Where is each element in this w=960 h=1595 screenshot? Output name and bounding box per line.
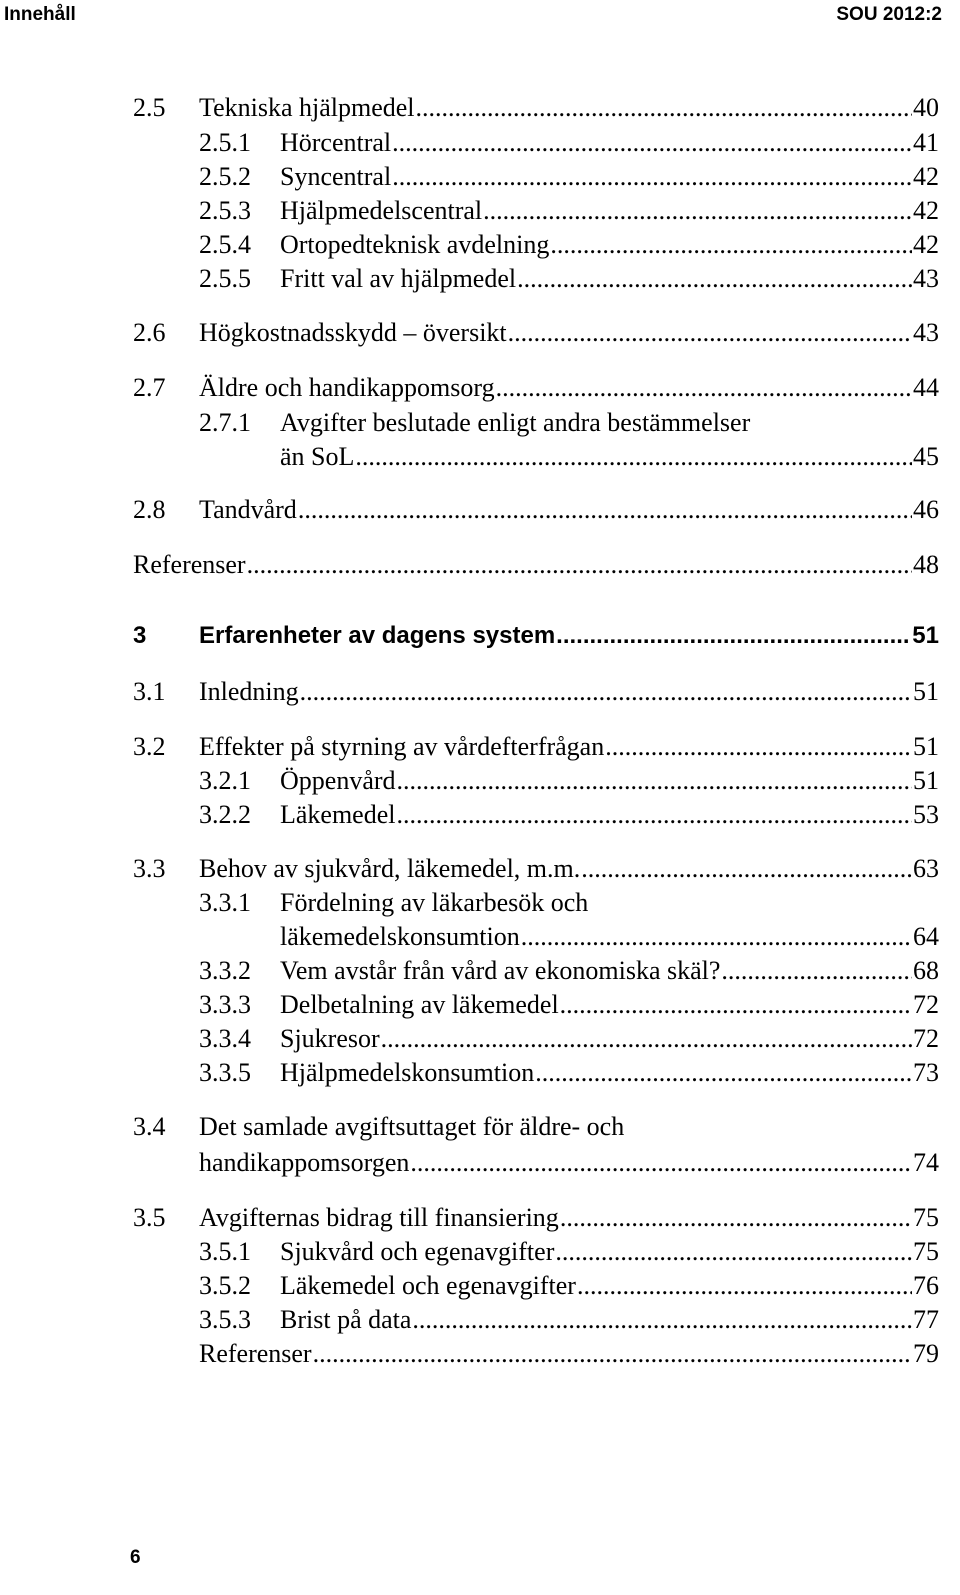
toc-leader [605, 730, 912, 764]
toc-number: 3.2.1 [199, 766, 251, 795]
toc-entry[interactable] [133, 1235, 939, 1269]
toc-number: 3.1 [133, 677, 166, 706]
toc-leader [392, 126, 912, 160]
toc-title: Läkemedel och egenavgifter [280, 1271, 576, 1300]
toc-leader [355, 440, 912, 474]
toc-title: Avgifternas bidrag till finansiering [199, 1203, 559, 1232]
toc-title: Fördelning av läkarbesök och [280, 888, 589, 917]
toc-entry[interactable] [133, 954, 939, 988]
toc-title: Vem avstår från vård av ekonomiska skäl? [280, 956, 721, 985]
toc-leader [247, 548, 912, 582]
toc-entry[interactable] [133, 1303, 939, 1337]
toc-number: 3.3.3 [199, 990, 251, 1019]
toc-number: 3.5 [133, 1203, 166, 1232]
toc-number: 2.5.3 [199, 196, 251, 225]
toc-number: 2.5.1 [199, 128, 251, 157]
toc-title: Äldre och handikappomsorg [199, 373, 495, 402]
toc-entry[interactable] [133, 548, 939, 582]
toc-entry[interactable] [133, 262, 939, 296]
toc-page: 73 [913, 1058, 939, 1087]
toc-title: Högkostnadsskydd – översikt [199, 318, 507, 347]
toc-page: 53 [913, 800, 939, 829]
toc-leader [300, 675, 912, 709]
toc-entry[interactable] [133, 91, 939, 125]
toc-entry[interactable] [133, 798, 939, 832]
toc-title: Syncentral [280, 162, 392, 191]
toc-number: 2.5.4 [199, 230, 251, 259]
toc-entry[interactable] [133, 886, 939, 920]
toc-leader [298, 493, 912, 527]
toc-number: 2.8 [133, 495, 166, 524]
toc-entry[interactable] [133, 126, 939, 160]
toc-page: 77 [913, 1305, 939, 1334]
toc-leader [555, 1235, 912, 1269]
toc-page: 63 [913, 854, 939, 883]
toc-leader [577, 1269, 912, 1303]
toc-entry-continuation[interactable] [133, 1146, 939, 1180]
toc-title: Sjukvård och egenavgifter [280, 1237, 555, 1266]
toc-entry-continuation[interactable] [133, 920, 939, 954]
toc-number: 3.3 [133, 854, 166, 883]
toc-title: Hjälpmedelskonsumtion [280, 1058, 535, 1087]
toc-entry[interactable] [133, 1022, 939, 1056]
toc-number: 3.5.3 [199, 1305, 251, 1334]
toc-entry[interactable] [133, 852, 939, 886]
toc-leader [392, 160, 912, 194]
toc-leader [517, 262, 912, 296]
running-header-report-id: SOU 2012:2 [836, 4, 942, 25]
toc-page: 48 [913, 550, 939, 579]
toc-leader [496, 371, 912, 405]
toc-title: handikappomsorgen [199, 1148, 410, 1177]
toc-page: 79 [913, 1339, 939, 1368]
toc-page: 51 [913, 766, 939, 795]
toc-entry[interactable] [133, 1110, 939, 1144]
toc-leader [313, 1337, 912, 1371]
toc-page: 45 [913, 442, 939, 471]
toc-title: Tandvård [199, 495, 297, 524]
toc-number: 2.7.1 [199, 408, 251, 437]
toc-leader [416, 91, 912, 125]
toc-title: Tekniska hjälpmedel [199, 93, 415, 122]
toc-title: Hjälpmedelscentral [280, 196, 483, 225]
toc-page: 44 [913, 373, 939, 402]
toc-page: 51 [913, 677, 939, 706]
toc-entry[interactable] [133, 1201, 939, 1235]
toc-page: 43 [913, 318, 939, 347]
toc-entry[interactable] [133, 764, 939, 798]
toc-page: 76 [913, 1271, 939, 1300]
toc-entry[interactable] [133, 160, 939, 194]
toc-entry[interactable] [133, 675, 939, 709]
toc-entry[interactable] [133, 371, 939, 405]
toc-number: 2.5.2 [199, 162, 251, 191]
toc-title: Ortopedteknisk avdelning [280, 230, 550, 259]
toc-page: 42 [913, 196, 939, 225]
toc-number: 3.5.1 [199, 1237, 251, 1266]
toc-leader [581, 852, 912, 886]
toc-title: Det samlade avgiftsuttaget för äldre- och [199, 1112, 625, 1141]
toc-page: 42 [913, 230, 939, 259]
toc-entry[interactable] [133, 988, 939, 1022]
toc-number: 3.2.2 [199, 800, 251, 829]
toc-number: 3 [133, 622, 147, 649]
toc-leader [412, 1303, 912, 1337]
toc-page: 41 [913, 128, 939, 157]
toc-number: 3.3.5 [199, 1058, 251, 1087]
toc-entry[interactable] [133, 316, 939, 350]
toc-entry[interactable] [133, 228, 939, 262]
toc-title: Referenser [133, 550, 246, 579]
toc-title: Behov av sjukvård, läkemedel, m.m. [199, 854, 581, 883]
toc-leader [721, 954, 912, 988]
toc-leader [381, 1022, 912, 1056]
toc-leader [410, 1146, 912, 1180]
toc-page: 75 [913, 1203, 939, 1232]
toc-chapter-entry[interactable] [133, 619, 939, 653]
toc-entry[interactable] [133, 406, 939, 440]
toc-title: än SoL [280, 442, 355, 471]
toc-leader [560, 988, 912, 1022]
toc-number: 3.3.4 [199, 1024, 251, 1053]
toc-title: Avgifter beslutade enligt andra bestämmelser [280, 408, 751, 437]
toc-title: Fritt val av hjälpmedel [280, 264, 517, 293]
toc-page: 51 [912, 622, 939, 649]
toc-entry[interactable] [133, 1269, 939, 1303]
toc-number: 3.3.1 [199, 888, 251, 917]
toc-page: 64 [913, 922, 939, 951]
toc-entry[interactable] [133, 1337, 939, 1371]
toc-page: 68 [913, 956, 939, 985]
toc-page: 43 [913, 264, 939, 293]
toc-number: 2.6 [133, 318, 166, 347]
toc-page: 75 [913, 1237, 939, 1266]
toc-number: 2.7 [133, 373, 166, 402]
toc-number: 3.4 [133, 1112, 166, 1141]
toc-title: Hörcentral [280, 128, 392, 157]
toc-entry-continuation[interactable] [133, 440, 939, 474]
toc-title: Effekter på styrning av vårdefterfrågan [199, 732, 605, 761]
toc-entry[interactable] [133, 1056, 939, 1090]
toc-number: 3.2 [133, 732, 166, 761]
toc-leader [397, 798, 913, 832]
toc-leader [521, 920, 912, 954]
toc-entry[interactable] [133, 730, 939, 764]
toc-number: 3.3.2 [199, 956, 251, 985]
toc-number: 2.5 [133, 93, 166, 122]
toc-page: 51 [913, 732, 939, 761]
toc-leader [483, 194, 912, 228]
toc-page: 72 [913, 990, 939, 1019]
toc-number: 3.5.2 [199, 1271, 251, 1300]
toc-title: Brist på data [280, 1305, 412, 1334]
toc-title: Inledning [199, 677, 299, 706]
toc-page: 42 [913, 162, 939, 191]
toc-page: 40 [913, 93, 939, 122]
toc-number: 2.5.5 [199, 264, 251, 293]
toc-title: Delbetalning av läkemedel [280, 990, 559, 1019]
toc-page: 72 [913, 1024, 939, 1053]
toc-leader [397, 764, 912, 798]
toc-title: Läkemedel [280, 800, 396, 829]
toc-title: läkemedelskonsumtion [280, 922, 520, 951]
toc-leader [550, 228, 912, 262]
toc-title: Erfarenheter av dagens system [199, 622, 556, 649]
toc-entry[interactable] [133, 194, 939, 228]
toc-page: 74 [913, 1148, 939, 1177]
running-header-section: Innehåll [4, 4, 76, 25]
toc-entry[interactable] [133, 493, 939, 527]
toc-leader [508, 316, 912, 350]
toc-leader [535, 1056, 912, 1090]
page-number: 6 [130, 1547, 141, 1568]
toc-leader [556, 619, 911, 653]
toc-title: Öppenvård [280, 766, 396, 795]
toc-title: Sjukresor [280, 1024, 380, 1053]
toc-leader [560, 1201, 912, 1235]
toc-title: Referenser [199, 1339, 312, 1368]
toc-page: 46 [913, 495, 939, 524]
